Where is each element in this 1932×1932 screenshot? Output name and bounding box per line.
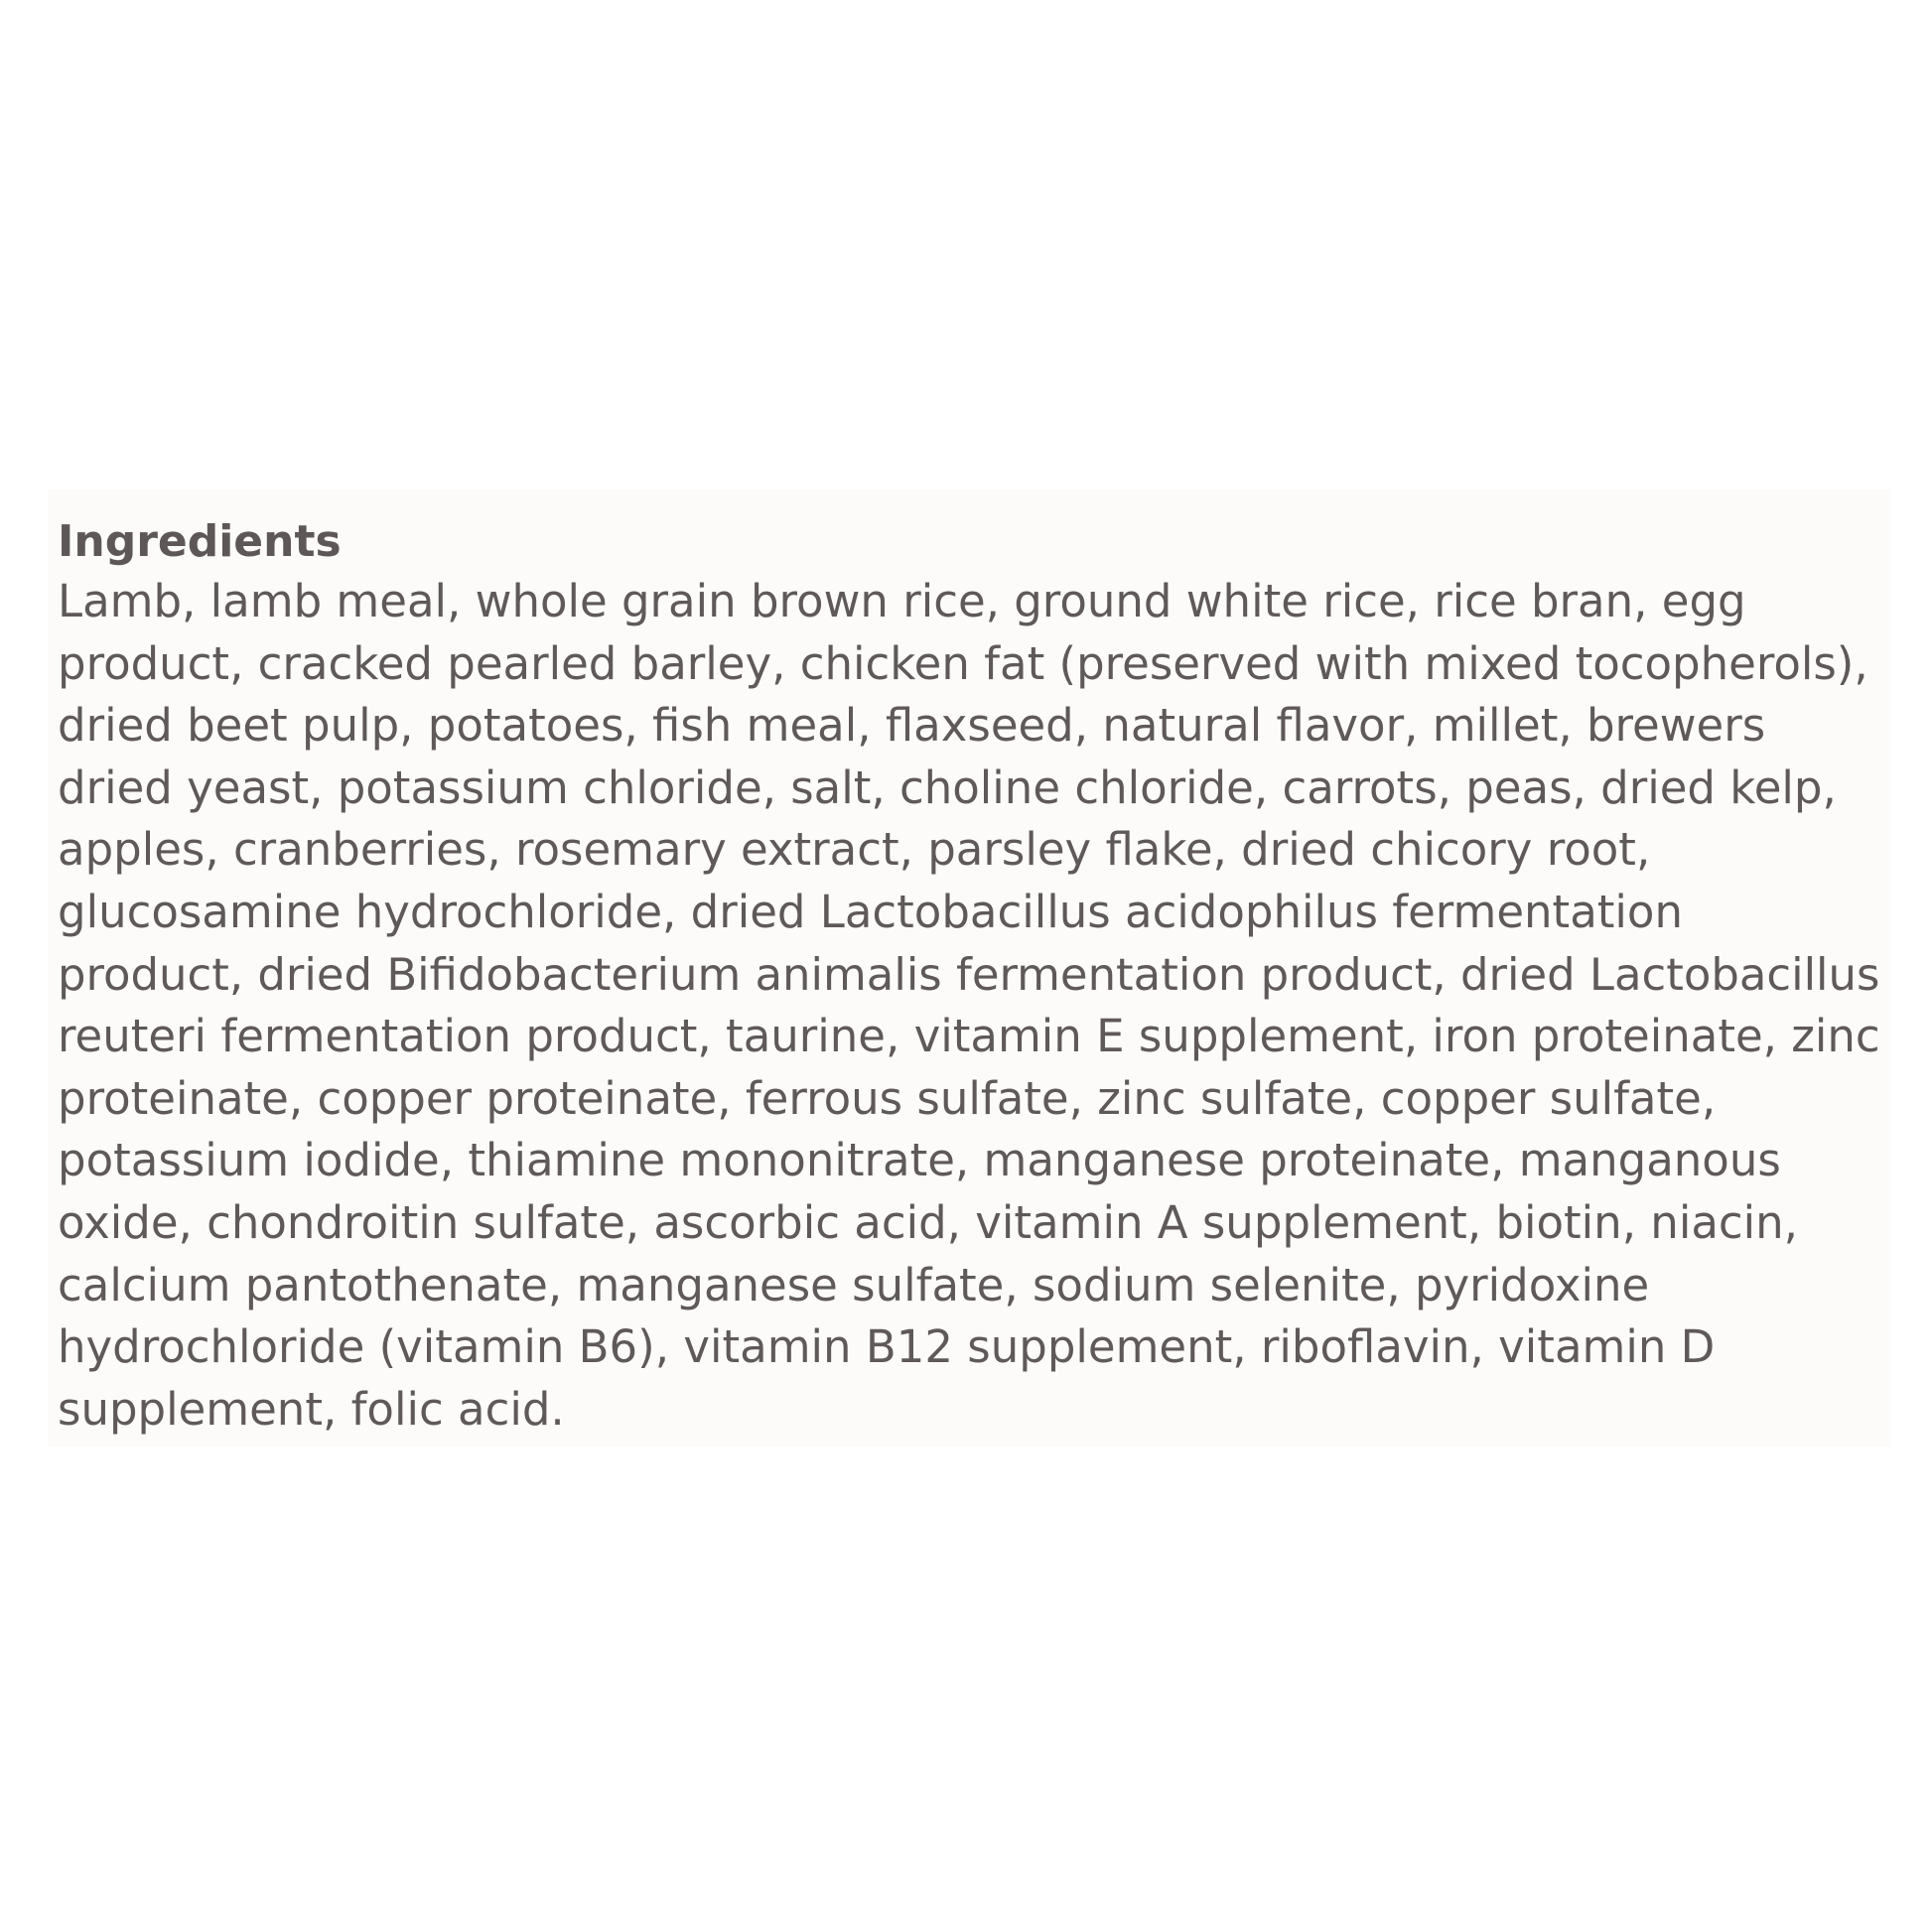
ingredients-line: dried beet pulp, potatoes, fish meal, flaxseed, natural flavor, millet, brewers (58, 699, 1766, 753)
ingredients-line: calcium pantothenate, manganese sulfate, sodium selenite, pyridoxine (58, 1258, 1650, 1311)
ingredients-line: dried yeast, potassium chloride, salt, choline chloride, carrots, peas, dried kelp, (58, 760, 1837, 814)
ingredients-line: apples, cranberries, rosemary extract, parsley flake, dried chicory root, (58, 823, 1651, 877)
ingredients-line: reuteri fermentation product, taurine, vitamin E supplement, iron proteinate, zinc (58, 1010, 1880, 1063)
ingredients-line: proteinate, copper proteinate, ferrous sulfate, zinc sulfate, copper sulfate, (58, 1071, 1717, 1125)
ingredients-line: supplement, folic acid. (58, 1382, 565, 1436)
ingredients-line: product, cracked pearled barley, chicken fat (preserved with mixed tocopherols), (58, 636, 1868, 690)
ingredients-line: oxide, chondroitin sulfate, ascorbic acid, vitamin A supplement, biotin, niacin, (58, 1195, 1798, 1249)
ingredients-label (48, 489, 1890, 1447)
ingredients-line: glucosamine hydrochloride, dried Lactobacillus acidophilus fermentation (58, 885, 1683, 938)
ingredients-line: Lamb, lamb meal, whole grain brown rice, ground white rice, rice bran, egg (58, 575, 1746, 627)
ingredients-line: hydrochloride (vitamin B6), vitamin B12 supplement, riboflavin, vitamin D (58, 1320, 1716, 1374)
ingredients-line: product, dried Bifidobacterium animalis fermentation product, dried Lactobacillus (58, 947, 1880, 1001)
ingredients-text (58, 571, 1890, 1441)
ingredients-heading: Ingredients (58, 516, 342, 567)
ingredients-line: potassium iodide, thiamine mononitrate, manganese proteinate, manganous (58, 1134, 1781, 1187)
